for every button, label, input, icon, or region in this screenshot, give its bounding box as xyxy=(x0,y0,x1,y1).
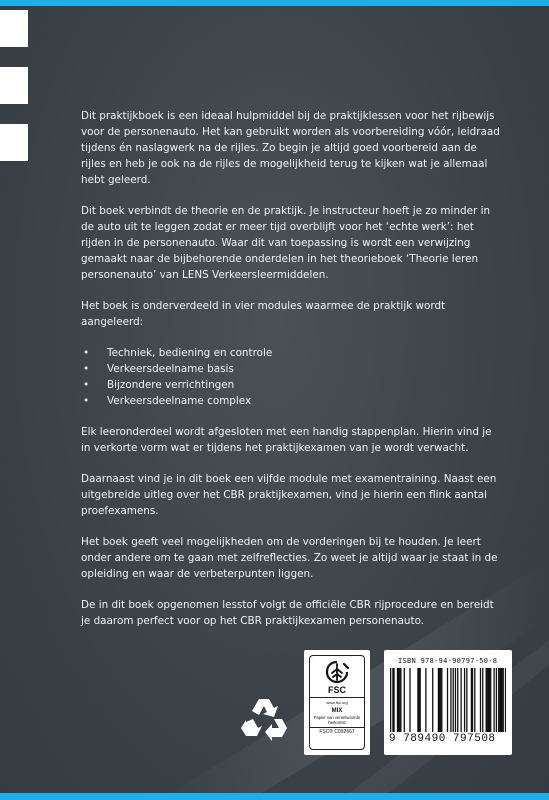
side-tab-marker xyxy=(0,124,28,161)
barcode-bar xyxy=(498,668,499,732)
barcode-bar xyxy=(409,668,410,732)
barcode-bar xyxy=(496,668,497,732)
barcode-bar xyxy=(438,668,439,732)
side-tab-marker xyxy=(0,67,28,104)
module-name: Verkeersdeelname complex xyxy=(107,395,252,407)
bottom-accent-bar xyxy=(0,793,549,800)
fsc-description: Papier van verantwoorde herkomst xyxy=(313,715,361,725)
module-list-item xyxy=(81,345,501,361)
fsc-website: www.fsc.org xyxy=(310,697,364,705)
blurb-paragraph: Dit praktijkboek is een ideaal hulpmiddel bij de praktijklessen voor het rijbewijs voor de personenauto. Het kan gebruikt worden als voorbereiding vóór, leidraad tijdens én naslagwerk na de rijles. Zo begin je altijd goed voorbereid aan de rijles en heb je ook na de rijles de mogelijkheid terug te kijken wat je allemaal hebt geleerd. xyxy=(81,110,500,186)
top-accent-bar xyxy=(0,0,549,6)
barcode-bar xyxy=(503,668,504,732)
barcode-bar xyxy=(439,668,440,732)
fsc-label-border xyxy=(309,655,365,750)
barcode-bar xyxy=(472,668,473,732)
module-list-item xyxy=(81,377,501,393)
barcode-bar xyxy=(393,668,394,732)
ean-digits: 9 789490 797508 xyxy=(389,733,496,745)
barcode-bar xyxy=(447,668,448,732)
isbn-barcode-label xyxy=(384,650,512,755)
fsc-tree-icon xyxy=(322,660,352,686)
barcode-bar xyxy=(390,668,391,732)
barcode-bar xyxy=(417,668,418,732)
recycle-icon xyxy=(238,695,290,747)
blurb-paragraph: De in dit boek opgenomen lesstof volgt de officiële CBR rijprocedure en bereidt je daarom perfect voor op het CBR praktijkexamen personenauto. xyxy=(81,599,494,627)
barcode-bar xyxy=(453,668,454,732)
barcode-bar xyxy=(486,668,487,732)
barcode-bar xyxy=(471,668,472,732)
barcode-bar xyxy=(466,668,467,732)
blurb-paragraph: Het boek geeft veel mogelijkheden om de vorderingen bij te houden. Je leert onder andere om te gaan met zelfreflecties. Zo weet je altijd waar je staat in de opleiding en waar de verbeterpunten liggen. xyxy=(81,536,498,580)
barcode-bar xyxy=(490,668,491,732)
side-tab-marker xyxy=(0,10,28,47)
barcode-bar xyxy=(480,668,481,732)
bullet: • xyxy=(83,347,90,359)
barcode-bar xyxy=(432,668,433,732)
barcode-bar xyxy=(482,668,483,732)
blurb-paragraph: Elk leeronderdeel wordt afgesloten met een handig stappenplan. Hierin vind je in verkorte vorm wat er tijdens het praktijkexamen van je wordt verwacht. xyxy=(81,426,492,454)
module-name: Verkeersdeelname basis xyxy=(107,363,234,375)
barcode-bar xyxy=(450,668,451,732)
blurb-text xyxy=(81,108,501,644)
barcode-bar xyxy=(425,668,426,732)
fsc-label xyxy=(304,650,370,755)
barcode-bar xyxy=(418,668,419,732)
barcode-bar xyxy=(474,668,475,732)
barcode xyxy=(390,668,506,734)
bullet: • xyxy=(83,379,90,391)
barcode-bar xyxy=(455,668,456,732)
blurb-paragraph: Dit boek verbindt de theorie en de praktijk. Je instructeur hoeft je zo minder in de auto uit te leggen zodat er meer tijd overblijft voor het ‘echte werk’: het rijden in de personenauto. Waar dit van toepassing is wordt een verwijzing gemaakt naar de bijbehorende onderdelen in het theorieboek ‘Theorie leren personenauto’ van LENS Verkeersleermiddelen. xyxy=(81,205,491,281)
fsc-code: FSC® C092667 xyxy=(310,727,364,736)
barcode-bar xyxy=(489,668,490,732)
barcode-bar xyxy=(392,668,393,732)
module-list-item xyxy=(81,393,501,409)
module-name: Techniek, bediening en controle xyxy=(107,347,273,359)
barcode-bar xyxy=(464,668,465,732)
barcode-bar xyxy=(441,668,442,732)
barcode-bar xyxy=(400,668,401,732)
barcode-bar xyxy=(500,668,501,732)
barcode-bar xyxy=(399,668,400,732)
barcode-bar xyxy=(398,668,399,732)
barcode-bar xyxy=(488,668,489,732)
barcode-bar xyxy=(505,668,506,732)
barcode-bar xyxy=(493,668,494,732)
barcode-bar xyxy=(404,668,405,732)
blurb-paragraph: Daarnaast vind je in dit boek een vijfde module met examentraining. Naast een uitgebreide uitleg over het CBR praktijkexamen, vind je hierin een flink aantal proefexamens. xyxy=(81,473,497,517)
bullet: • xyxy=(83,395,90,407)
blurb-paragraph: Het boek is onderverdeeld in vier modules waarmee de praktijk wordt aangeleerd: xyxy=(81,300,446,328)
barcode-bar xyxy=(499,668,500,732)
bullet: • xyxy=(83,363,90,375)
barcode-bar xyxy=(420,668,421,732)
barcode-bar xyxy=(501,668,502,732)
barcode-bar xyxy=(440,668,441,732)
module-name: Bijzondere verrichtingen xyxy=(107,379,235,391)
isbn-number: ISBN 978-94-90797-50-8 xyxy=(398,657,498,665)
barcode-bar xyxy=(397,668,398,732)
barcode-bar xyxy=(457,668,458,732)
module-list xyxy=(81,345,501,409)
module-list-item xyxy=(81,361,501,377)
barcode-bar xyxy=(487,668,488,732)
fsc-mix: MIX xyxy=(331,708,343,714)
fsc-logo-text: FSC xyxy=(328,685,346,695)
barcode-bar xyxy=(461,668,462,732)
